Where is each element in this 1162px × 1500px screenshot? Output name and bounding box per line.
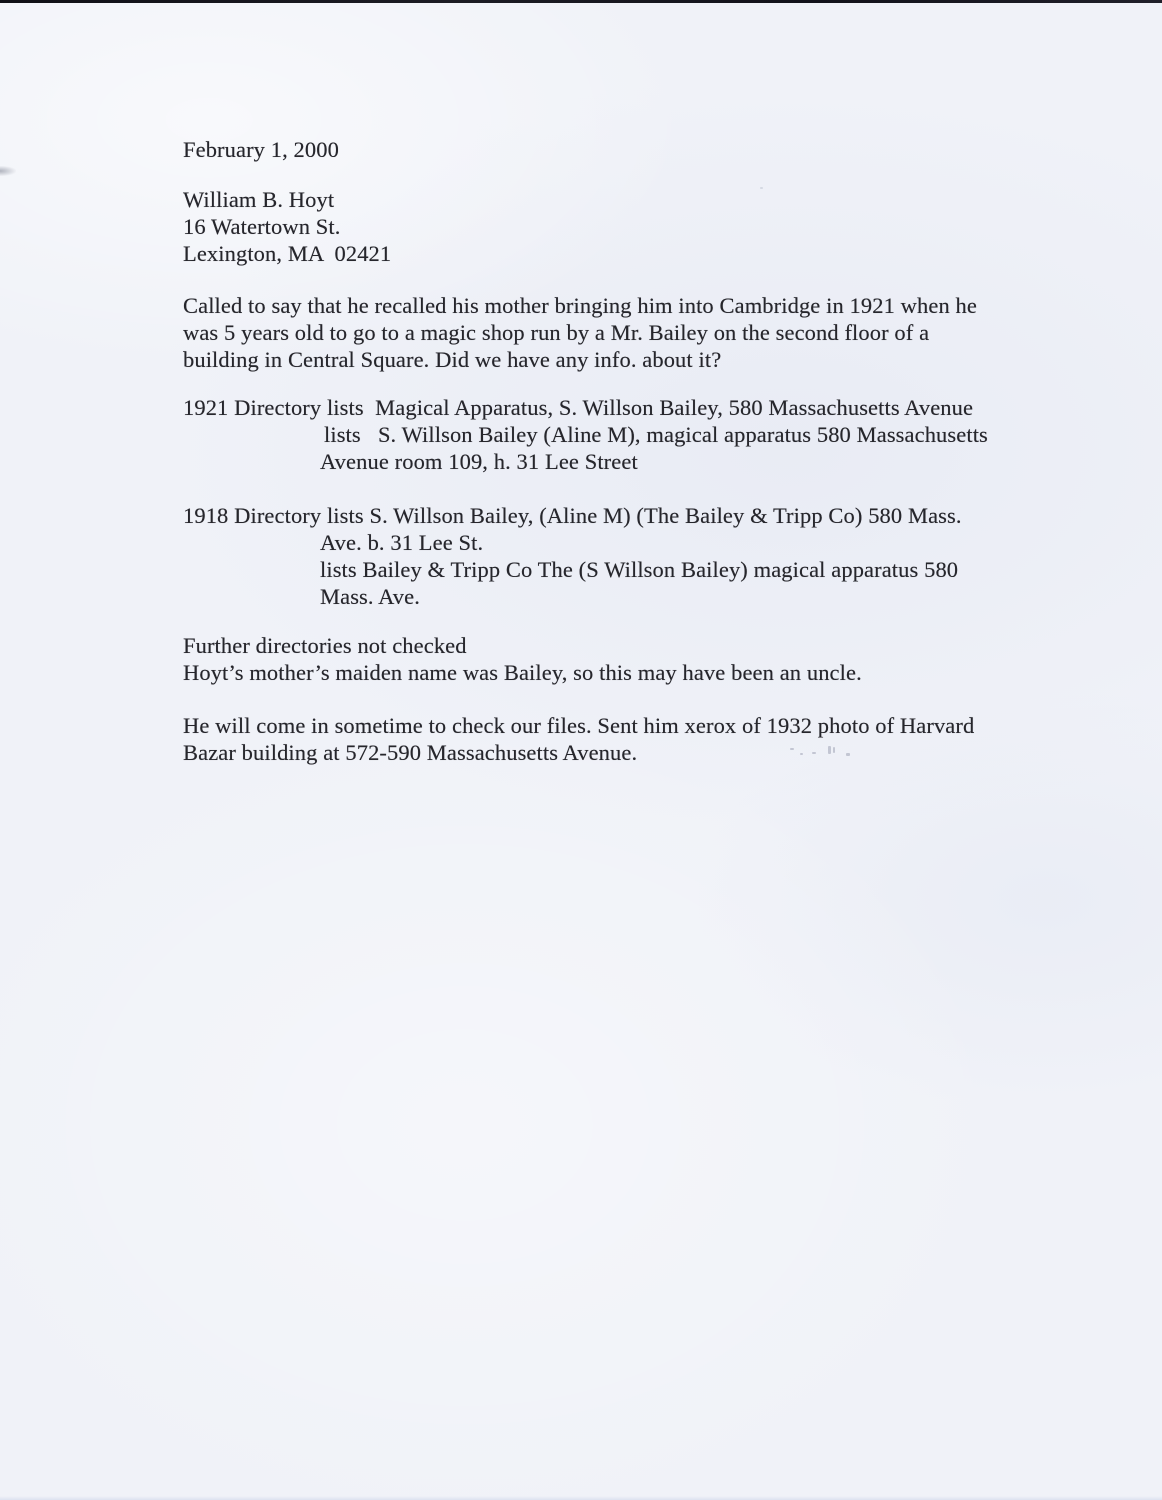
call-note-line-2: was 5 years old to go to a magic shop run by a Mr. Bailey on the second floor of a bbox=[183, 320, 930, 345]
recipient-city-state-zip: Lexington, MA 02421 bbox=[183, 241, 392, 266]
notes-line-1: Further directories not checked bbox=[183, 633, 467, 658]
directory-1918-block bbox=[183, 502, 962, 610]
followup-line-1: He will come in sometime to check our files. Sent him xerox of 1932 photo of Harvard bbox=[183, 713, 975, 738]
followup-line-2: Bazar building at 572-590 Massachusetts Avenue. bbox=[183, 740, 638, 765]
recipient-street: 16 Watertown St. bbox=[183, 214, 341, 239]
recipient-name: William B. Hoyt bbox=[183, 187, 335, 212]
notes-block bbox=[183, 632, 862, 686]
scan-edge-top bbox=[0, 0, 1162, 3]
date-block bbox=[183, 136, 339, 163]
recipient-block bbox=[183, 186, 391, 267]
followup-block bbox=[183, 712, 974, 766]
date-line: February 1, 2000 bbox=[183, 137, 339, 162]
call-note-line-3: building in Central Square. Did we have any info. about it? bbox=[183, 347, 722, 372]
directory-1921-line-2: lists S. Willson Bailey (Aline M), magical apparatus 580 Massachusetts bbox=[324, 422, 988, 447]
notes-line-2: Hoyt’s mother’s maiden name was Bailey, so this may have been an uncle. bbox=[183, 660, 862, 685]
directory-1918-line-1: 1918 Directory lists S. Willson Bailey, (Aline M) (The Bailey & Tripp Co) 580 Mass. bbox=[183, 503, 962, 528]
directory-1921-line-1: 1921 Directory lists Magical Apparatus, S. Willson Bailey, 580 Massachusetts Avenue bbox=[183, 395, 974, 420]
directory-1918-line-3: lists Bailey & Tripp Co The (S Willson Bailey) magical apparatus 580 bbox=[320, 557, 959, 582]
directory-1921-block bbox=[183, 394, 988, 475]
call-note-paragraph bbox=[183, 292, 977, 373]
scan-speckle bbox=[760, 187, 763, 189]
scan-edge-bottom bbox=[0, 1496, 1162, 1500]
directory-1918-line-4: Mass. Ave. bbox=[320, 584, 420, 609]
call-note-line-1: Called to say that he recalled his mother bringing him into Cambridge in 1921 when he bbox=[183, 293, 977, 318]
scan-smudge-left-edge bbox=[0, 166, 16, 176]
directory-1918-line-2: Ave. b. 31 Lee St. bbox=[320, 530, 484, 555]
directory-1921-line-3: Avenue room 109, h. 31 Lee Street bbox=[320, 449, 638, 474]
